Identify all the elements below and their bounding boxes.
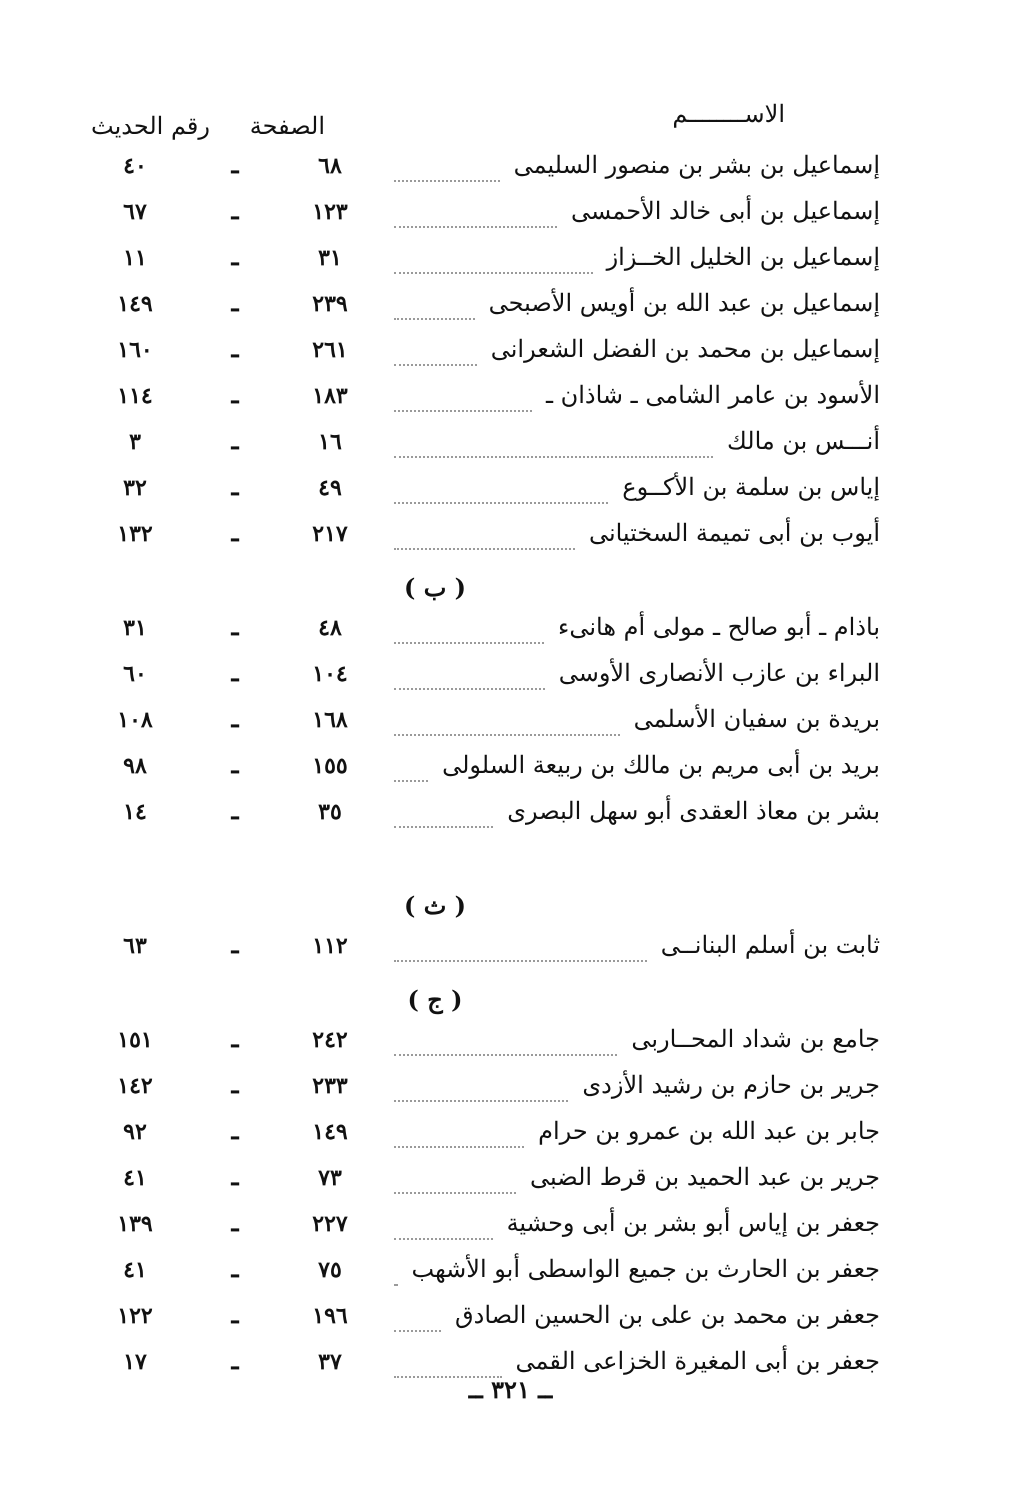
separator-dash: ـ (231, 242, 239, 271)
narrator-name: جامع بن شداد المحــاربى (631, 1025, 880, 1053)
narrator-name: إياس بن سلمة بن الأكــوع (622, 473, 880, 501)
hadith-column-heading: رقم الحديث (91, 112, 210, 140)
separator-dash: ـ (231, 1070, 239, 1099)
section-heading-ba: ( ب ) (403, 573, 466, 602)
narrator-name: البراء بن عازب الأنصارى الأوسى (558, 659, 880, 687)
dot-leader (394, 226, 557, 228)
separator-dash: ـ (231, 334, 239, 363)
dot-leader (394, 410, 532, 412)
index-row (70, 1254, 880, 1300)
narrator-name: ثابت بن أسلم البنانــى (660, 931, 880, 959)
separator-dash: ـ (231, 426, 239, 455)
dot-leader (394, 318, 475, 320)
separator-dash: ـ (231, 288, 239, 317)
group-tha (70, 930, 880, 976)
page-number: ــ ٣٢١ ــ (468, 1375, 553, 1404)
hadith-number-cell: ١١ (123, 245, 147, 271)
page-number-cell: ١٨٣ (312, 383, 348, 409)
narrator-name: جعفر بن إياس أبو بشر بن أبى وحشية (506, 1209, 880, 1237)
index-row (70, 796, 880, 842)
narrator-name: بريد بن أبى مريم بن مالك بن ربيعة السلولى (442, 751, 880, 779)
dot-leader (394, 1100, 568, 1102)
index-row (70, 704, 880, 750)
narrator-name: إسماعيل بن عبد الله بن أويس الأصبحى (488, 289, 880, 317)
hadith-number-cell: ١٤٩ (117, 291, 153, 317)
index-row (70, 1300, 880, 1346)
index-row (70, 242, 880, 288)
dot-leader (394, 1330, 441, 1332)
name-column-heading: الاســــــــم (672, 100, 785, 128)
page-number-cell: ٦٨ (318, 153, 342, 179)
narrator-name: جابر بن عبد الله بن عمرو بن حرام (538, 1117, 880, 1145)
hadith-number-cell: ١٣٩ (117, 1211, 153, 1237)
page-number-cell: ٢٤٢ (312, 1027, 348, 1053)
page-number-cell: ٢٣٣ (312, 1073, 348, 1099)
index-row (70, 1070, 880, 1116)
narrator-name: إسماعيل بن الخليل الخــزاز (606, 243, 880, 271)
hadith-number-cell: ١٧ (123, 1349, 147, 1375)
hadith-number-cell: ٣١ (123, 615, 147, 641)
hadith-number-cell: ١٦٠ (117, 337, 153, 363)
narrator-name: باذام ـ أبو صالح ـ مولى أم هانىء (558, 613, 880, 641)
dot-leader (394, 548, 575, 550)
index-row (70, 1024, 880, 1070)
hadith-number-cell: ٤١ (123, 1165, 147, 1191)
separator-dash: ـ (231, 750, 239, 779)
index-row (70, 518, 880, 564)
separator-dash: ـ (231, 1116, 239, 1145)
index-row (70, 750, 880, 796)
dot-leader (394, 826, 493, 828)
page-number-cell: ١٥٥ (312, 753, 348, 779)
narrator-name: جعفر بن أبى المغيرة الخزاعى القمى (515, 1347, 880, 1375)
hadith-number-cell: ١٣٢ (117, 521, 153, 547)
index-row (70, 612, 880, 658)
page-number-cell: ١٩٦ (312, 1303, 348, 1329)
hadith-number-cell: ٣٢ (123, 475, 147, 501)
hadith-number-cell: ١١٤ (117, 383, 153, 409)
narrator-name: جعفر بن الحارث بن جميع الواسطى أبو الأشهب (411, 1255, 880, 1283)
index-row (70, 288, 880, 334)
dot-leader (394, 1146, 524, 1148)
index-entries (70, 150, 880, 1392)
hadith-number-cell: ٦٣ (123, 933, 147, 959)
section-heading-jim: ( ج ) (407, 985, 463, 1014)
index-row (70, 1162, 880, 1208)
index-row (70, 1116, 880, 1162)
separator-dash: ـ (231, 1024, 239, 1053)
index-row (70, 380, 880, 426)
narrator-name: أيوب بن أبى تميمة السختيانى (588, 519, 880, 547)
separator-dash: ـ (231, 1208, 239, 1237)
narrator-name: بريدة بن سفيان الأسلمى (633, 705, 880, 733)
dot-leader (394, 688, 545, 690)
separator-dash: ـ (231, 612, 239, 641)
dot-leader (394, 364, 477, 366)
narrator-name: الأسود بن عامر الشامى ـ شاذان ـ (545, 381, 880, 409)
page-number-cell: ٧٣ (318, 1165, 342, 1191)
index-row (70, 1208, 880, 1254)
index-row (70, 658, 880, 704)
dot-leader (394, 1284, 398, 1286)
page-number-cell: ٧٥ (318, 1257, 342, 1283)
dot-leader (394, 1054, 617, 1056)
page-number-cell: ٢٦١ (312, 337, 348, 363)
separator-dash: ـ (231, 1346, 239, 1375)
hadith-number-cell: ١٢٢ (117, 1303, 153, 1329)
narrator-name: جرير بن عبد الحميد بن قرط الضبى (530, 1163, 880, 1191)
narrator-name: إسماعيل بن بشر بن منصور السليمى (513, 151, 880, 179)
separator-dash: ـ (231, 150, 239, 179)
hadith-number-cell: ١٥١ (117, 1027, 153, 1053)
dot-leader (394, 180, 500, 182)
separator-dash: ـ (231, 1254, 239, 1283)
separator-dash: ـ (231, 658, 239, 687)
page-number-cell: ٣٥ (318, 799, 342, 825)
page-number-cell: ٢٢٧ (312, 1211, 348, 1237)
narrator-name: إسماعيل بن محمد بن الفضل الشعرانى (490, 335, 880, 363)
hadith-number-cell: ١٤ (123, 799, 147, 825)
separator-dash: ـ (231, 196, 239, 225)
separator-dash: ـ (231, 518, 239, 547)
column-header (60, 100, 880, 140)
hadith-number-cell: ٤٠ (123, 153, 147, 179)
dot-leader (394, 456, 713, 458)
page-number-cell: ٣١ (318, 245, 342, 271)
index-row (70, 334, 880, 380)
index-row (70, 150, 880, 196)
page-number-cell: ٢٣٩ (312, 291, 348, 317)
narrator-name: بشر بن معاذ العقدى أبو سهل البصرى (507, 797, 880, 825)
index-row (70, 472, 880, 518)
page-number-cell: ١١٢ (312, 933, 348, 959)
separator-dash: ـ (231, 1162, 239, 1191)
group-alif (70, 150, 880, 564)
hadith-number-cell: ٦٠ (123, 661, 147, 687)
narrator-name: إسماعيل بن أبى خالد الأحمسى (570, 197, 880, 225)
dot-leader (394, 960, 647, 962)
hadith-number-cell: ٣ (129, 429, 141, 455)
page-number-cell: ١٦٨ (312, 707, 348, 733)
hadith-number-cell: ٩٨ (123, 753, 147, 779)
index-row (70, 930, 880, 976)
page-number-cell: ٤٩ (318, 475, 342, 501)
section-heading-tha: ( ث ) (403, 891, 466, 920)
dot-leader (394, 734, 620, 736)
hadith-number-cell: ٩٢ (123, 1119, 147, 1145)
group-jim (70, 1024, 880, 1392)
separator-dash: ـ (231, 796, 239, 825)
page-number-cell: ١٤٩ (312, 1119, 348, 1145)
narrator-name: جرير بن حازم بن رشيد الأزدى (582, 1071, 880, 1099)
separator-dash: ـ (231, 704, 239, 733)
page-number-cell: ١٢٣ (312, 199, 348, 225)
hadith-number-cell: ٦٧ (123, 199, 147, 225)
separator-dash: ـ (231, 380, 239, 409)
index-row (70, 426, 880, 472)
page-number-cell: ٤٨ (318, 615, 342, 641)
dot-leader (394, 1192, 516, 1194)
dot-leader (394, 642, 544, 644)
hadith-number-cell: ١٠٨ (117, 707, 153, 733)
page-number-cell: ٣٧ (318, 1349, 342, 1375)
page-number-cell: ٢١٧ (312, 521, 348, 547)
hadith-number-cell: ١٤٢ (117, 1073, 153, 1099)
separator-dash: ـ (231, 472, 239, 501)
dot-leader (394, 780, 428, 782)
narrator-name: جعفر بن محمد بن على بن الحسين الصادق (455, 1301, 880, 1329)
separator-dash: ـ (231, 1300, 239, 1329)
index-row (70, 196, 880, 242)
dot-leader (394, 502, 608, 504)
page-number-cell: ١٦ (318, 429, 342, 455)
page-column-heading: الصفحة (249, 112, 325, 140)
dot-leader (394, 1238, 493, 1240)
separator-dash: ـ (231, 930, 239, 959)
narrator-name: أنـــس بن مالك (727, 427, 880, 455)
page-number-cell: ١٠٤ (312, 661, 348, 687)
section-gap (70, 842, 880, 882)
group-ba (70, 612, 880, 842)
hadith-number-cell: ٤١ (123, 1257, 147, 1283)
dot-leader (394, 272, 593, 274)
